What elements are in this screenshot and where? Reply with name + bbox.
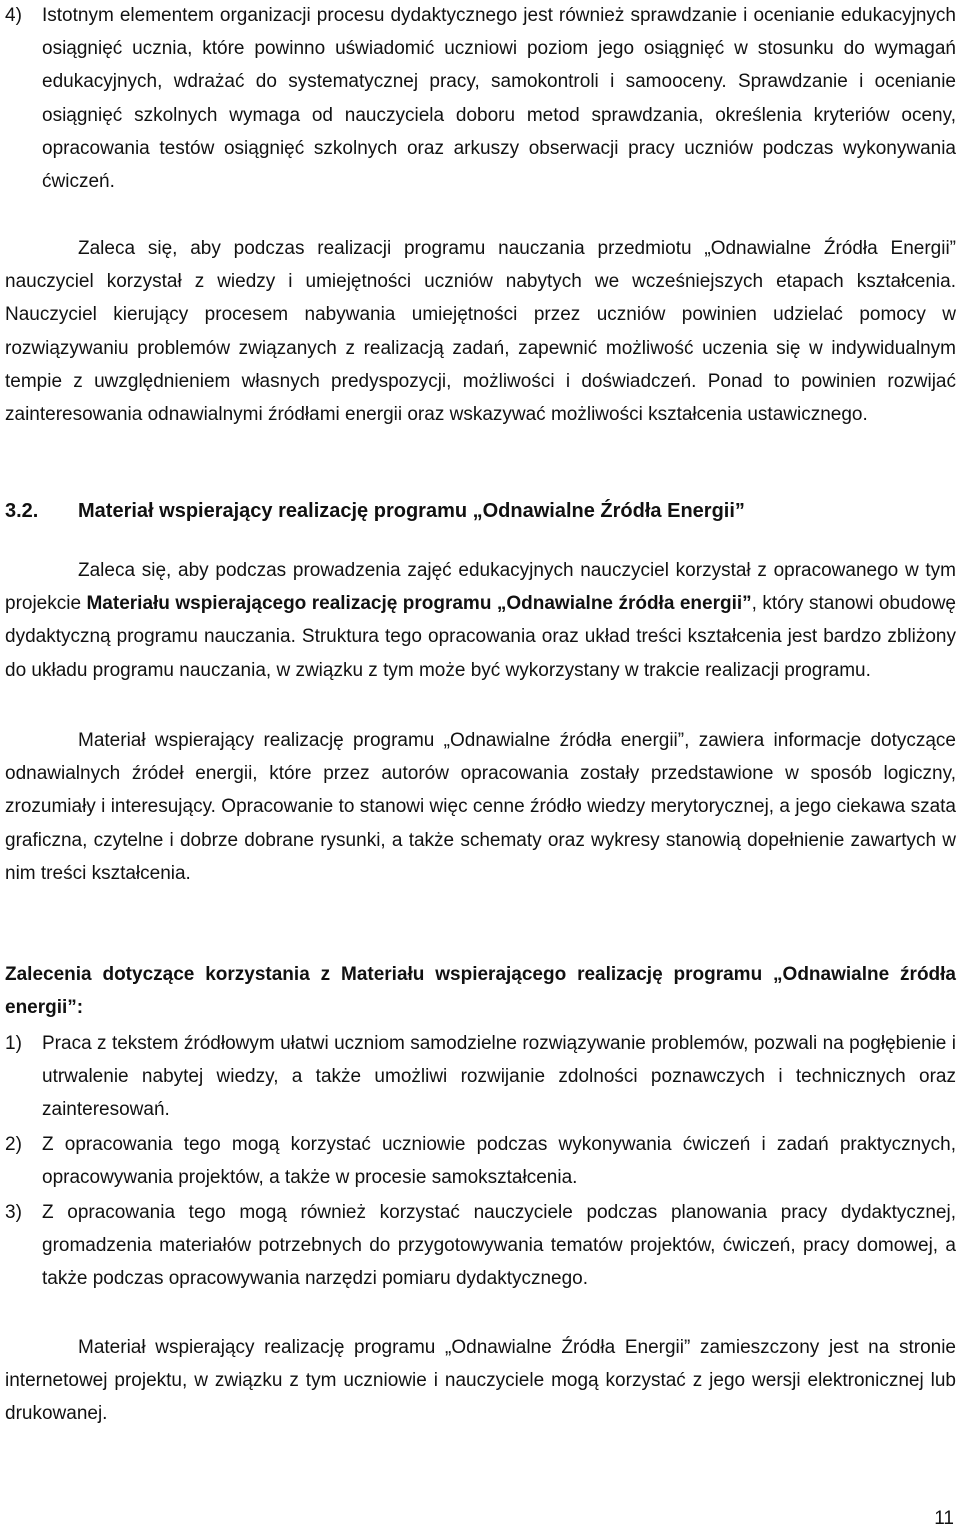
paragraph-text: , który stanowi obudowę dydaktyczną programu nauczania. Struktura tego opracowania oraz układ treści kształcenia jest bardzo zbliżony do układu programu nauczania, w związku z tym może być wykorzystany w trakcie realizacji programu. — [5, 593, 956, 681]
page-number: 11 — [934, 1508, 954, 1529]
paragraph: Materiał wspierający realizację programu „Odnawialne Źródła Energii” zamieszczony jest na stronie internetowej projektu, w związku z tym uczniowie i nauczyciele mogą korzystać z jego wersji elektronicznej lub drukowanej. — [5, 1337, 956, 1425]
item4-paragraph: Istotnym elementem organizacji procesu dydaktycznego jest również sprawdzanie i ocenianie edukacyjnych osiągnięć ucznia, które powinno uświadomić uczniowi poziom jego osiągnięć w stosunku do wymagań edukacyjnych, wdrażać do systematycznej pracy, samokontroli i samooceny. Sprawdzanie i ocenianie osiągnięć szkolnych wymaga od nauczyciela doboru metod sprawdzania, określenia kryteriów oceny, opracowania testów osiągnięć szkolnych oraz arkuszy obserwacji pracy uczniów podczas wykonywania ćwiczeń. — [42, 5, 956, 193]
list-number: 1) — [5, 1033, 22, 1054]
section-heading — [5, 495, 745, 528]
list-number: 3) — [5, 1202, 22, 1223]
paragraph — [5, 554, 956, 687]
list-item: Z opracowania tego mogą również korzystać nauczyciele podczas planowania pracy dydaktycznej, gromadzenia materiałów potrzebnych do przygotowywania tematów projektów, ćwiczeń, pracy domowej, a także podczas opracowywania narzędzi pomiaru dydaktycznego. — [42, 1202, 956, 1290]
material-title: Materiału wspierającego realizację programu „Odnawialne źródła energii” — [86, 593, 752, 615]
paragraph: Materiał wspierający realizację programu „Odnawialne źródła energii”, zawiera informacje dotyczące odnawialnych źródeł energii, które przez autorów opracowania zostały przedstawione w sposób logiczny, zrozumiały i interesujący. Opracowanie to stanowi więc cenne źródło wiedzy merytorycznej, a jego ciekawa szata graficzna, czytelne i dobrze dobrane rysunki, a także schematy oraz wykresy stanowią dopełnienie zawartych w nim treści kształcenia. — [5, 730, 956, 884]
list-item: Z opracowania tego mogą korzystać uczniowie podczas wykonywania ćwiczeń i zadań praktycznych, opracowywania projektów, a także w procesie samokształcenia. — [42, 1134, 956, 1189]
list-number: 2) — [5, 1134, 22, 1155]
recommendations-heading: Zalecenia dotyczące korzystania z Materiału wspierającego realizację programu „Odnawialne źródła energii”: — [5, 964, 956, 1019]
item-number: 4) — [5, 5, 22, 26]
section-title: Materiał wspierający realizację programu „Odnawialne Źródła Energii” — [78, 500, 745, 522]
section-number: 3.2. — [5, 500, 39, 522]
item4-paragraph-continued: Zaleca się, aby podczas realizacji programu nauczania przedmiotu „Odnawialne Źródła Energii” nauczyciel korzystał z wiedzy i umiejętności uczniów nabytych we wcześniejszych etapach kształcenia. Nauczyciel kierujący procesem nabywania umiejętności przez uczniów powinien udzielać pomocy w rozwiązywaniu problemów związanych z realizacją zadań, zapewnić możliwość uczenia się w indywidualnym tempie z uwzględnieniem własnych predyspozycji, możliwości i doświadczeń. Ponad to powinien rozwijać zainteresowania odnawialnymi źródłami energii oraz wskazywać możliwości kształcenia ustawicznego. — [5, 238, 956, 426]
list-item: Praca z tekstem źródłowym ułatwi uczniom samodzielne rozwiązywanie problemów, pozwali na pogłębienie i utrwalenie nabytej wiedzy, a także umożliwi rozwijanie zdolności poznawczych i technicznych oraz zainteresowań. — [42, 1033, 956, 1121]
paragraph-text: Zaleca się, aby podczas prowadzenia zajęć edukacyjnych nauczyciel korzystał z opracowanego w tym projekcie — [5, 560, 956, 615]
